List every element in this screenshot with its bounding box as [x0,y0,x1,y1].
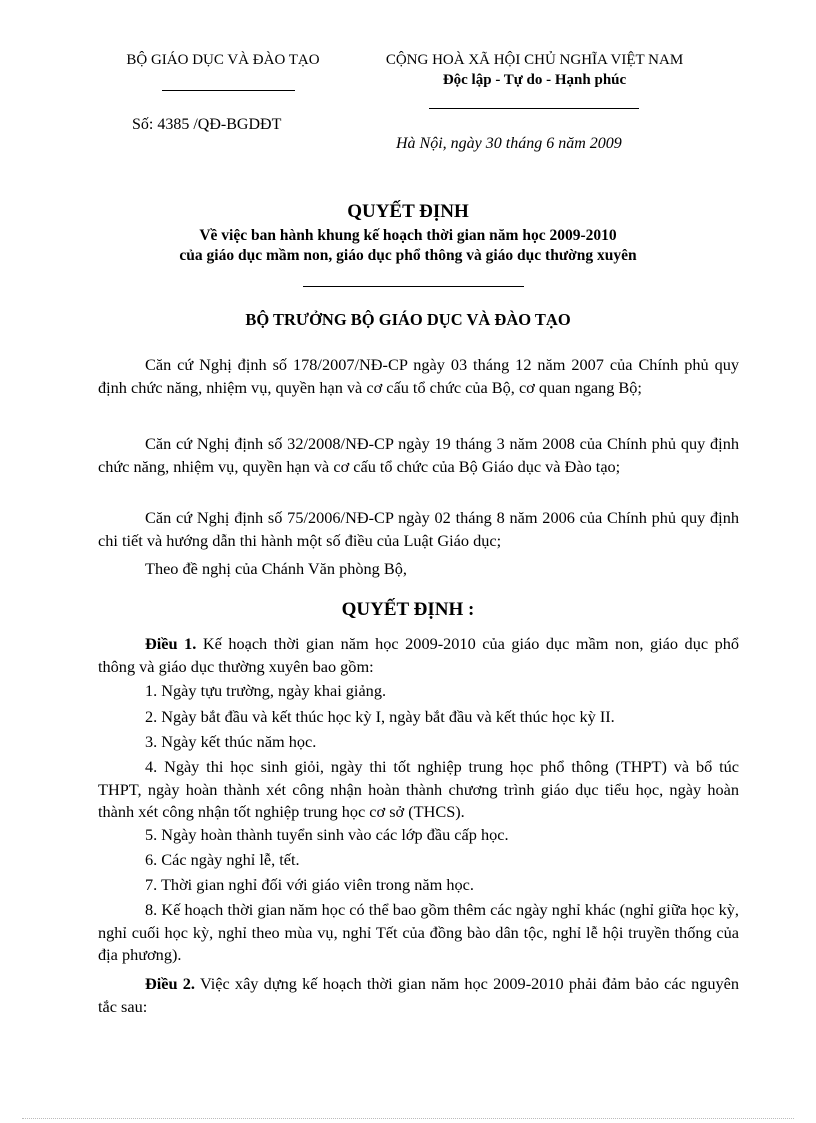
subtitle-line-2: của giáo dục mầm non, giáo dục phổ thông và giáo dục thường xuyên [179,247,637,264]
article-1-text: Kế hoạch thời gian năm học 2009-2010 của giáo dục mầm non, giáo dục phổ thông và giáo dục thường xuyên bao gồm: [98,634,740,676]
page-bottom-border [22,1118,794,1119]
list-item: 3. Ngày kết thúc năm học. [145,732,317,751]
date-place: Hà Nội, ngày 30 tháng 6 năm 2009 [396,135,622,152]
ministry-name: BỘ GIÁO DỤC VÀ ĐÀO TẠO [126,52,320,68]
list-item: 1. Ngày tựu trường, ngày khai giảng. [145,681,387,700]
document-number: Số: 4385 /QĐ-BGDĐT [132,116,282,133]
article-1 [98,633,739,678]
subtitle-line-1: Về việc ban hành khung kế hoạch thời gian năm học 2009-2010 [199,227,617,244]
article-2-text: Việc xây dựng kế hoạch thời gian năm học 2009-2010 phải đảm bảo các nguyên tắc sau: [98,974,740,1016]
list-item: 4. Ngày thi học sinh giỏi, ngày thi tốt nghiệp trung học phổ thông (THPT) và bổ túc THPT, ngày hoàn thành xét công nhận hoàn thành chương trình giáo dục tiểu học, ngày hoàn thành xét công nhận tốt nghiệp trung học cơ sở (THCS). [98,757,739,821]
document-title: QUYẾT ĐỊNH [347,201,469,222]
issuing-authority: BỘ TRƯỞNG BỘ GIÁO DỤC VÀ ĐÀO TẠO [245,310,571,329]
list-item: 2. Ngày bắt đầu và kết thúc học kỳ I, ngày bắt đầu và kết thúc học kỳ II. [145,707,615,726]
article-1-label: Điều 1. [145,634,197,653]
list-item: 5. Ngày hoàn thành tuyển sinh vào các lớp đầu cấp học. [145,825,509,844]
list-item: 8. Kế hoạch thời gian năm học có thể bao gồm thêm các ngày nghỉ khác (nghỉ giữa học kỳ, nghỉ cuối học kỳ, nghỉ theo mùa vụ, nghỉ Tết của đồng bào dân tộc, nghỉ lễ hội truyền thống của địa phương). [98,900,739,964]
preamble-paragraph: Căn cứ Nghị định số 178/2007/NĐ-CP ngày 03 tháng 12 năm 2007 của Chính phủ quy định chức năng, nhiệm vụ, quyền hạn và cơ cấu tổ chức của Bộ, cơ quan ngang Bộ; [98,355,739,397]
preamble-paragraph: Theo đề nghị của Chánh Văn phòng Bộ, [145,559,407,578]
ministry-underline [162,90,295,91]
title-underline [303,286,524,287]
list-item: 6. Các ngày nghỉ lễ, tết. [145,850,300,869]
preamble-paragraph: Căn cứ Nghị định số 75/2006/NĐ-CP ngày 02 tháng 8 năm 2006 của Chính phủ quy định chi tiết và hướng dẫn thi hành một số điều của Luật Giáo dục; [98,508,739,550]
national-motto: Độc lập - Tự do - Hạnh phúc [442,72,627,88]
article-2-label: Điều 2. [145,974,196,993]
preamble-paragraph: Căn cứ Nghị định số 32/2008/NĐ-CP ngày 19 tháng 3 năm 2008 của Chính phủ quy định chức năng, nhiệm vụ, quyền hạn và cơ cấu tổ chức của Bộ Giáo dục và Đào tạo; [98,434,739,476]
list-item: 7. Thời gian nghỉ đối với giáo viên trong năm học. [145,875,474,894]
motto-underline [429,108,639,109]
country-name: CỘNG HOÀ XÃ HỘI CHỦ NGHĨA VIỆT NAM [385,52,684,68]
article-2 [98,973,739,1018]
decision-heading: QUYẾT ĐỊNH : [341,599,475,620]
